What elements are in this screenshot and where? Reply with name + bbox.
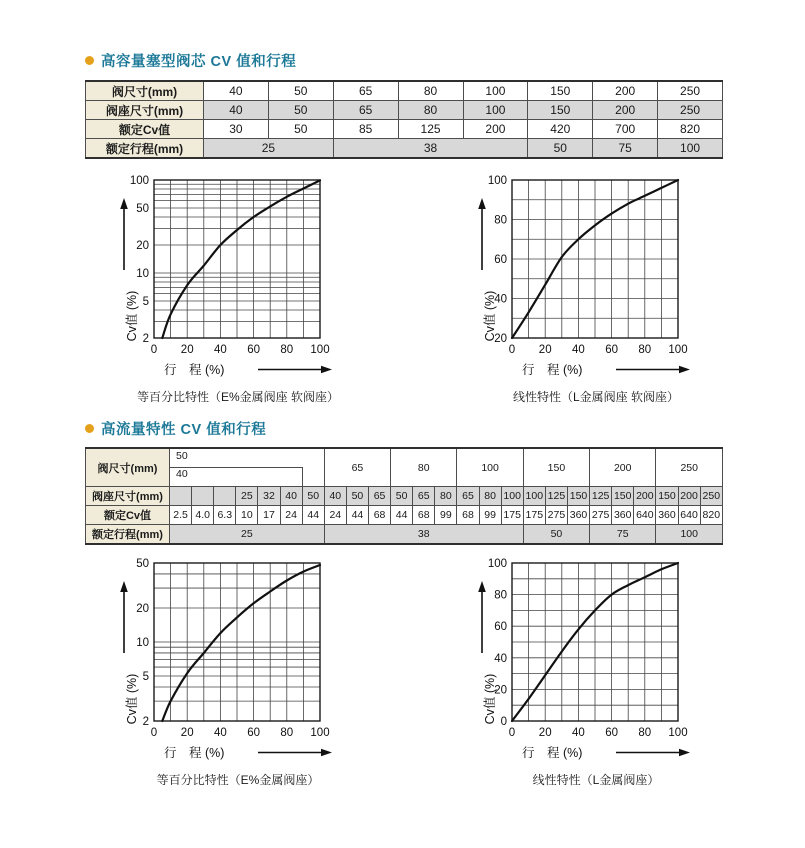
step-divider-vertical <box>302 467 303 486</box>
table-cell: 200 <box>463 120 528 139</box>
svg-text:100: 100 <box>487 175 507 187</box>
y-axis-title: Cv值 (%) <box>125 673 139 725</box>
chart-linear-metal-soft-seat-canvas <box>458 168 778 380</box>
chart-caption: 线性特性（L金属阀座 软阀座） <box>512 390 679 404</box>
table-cell: 68 <box>457 506 479 525</box>
table-cell: 80 <box>435 487 457 506</box>
chart-caption: 等百分比特性（E%金属阀座 软阀座） <box>136 390 339 404</box>
table-cell: 75 <box>593 139 658 159</box>
svg-text:60: 60 <box>494 254 507 266</box>
row-label: 额定行程(mm) <box>86 525 170 545</box>
svg-text:80: 80 <box>494 214 507 227</box>
table-cell: 50 <box>302 487 324 506</box>
chart-equal-percentage-metal-soft-seat-canvas <box>100 168 420 380</box>
valve-size-50: 50 <box>176 450 188 462</box>
chart-equal-percentage-metal-seat <box>100 551 420 788</box>
svg-text:80: 80 <box>638 344 652 356</box>
svg-text:20: 20 <box>494 684 507 697</box>
table-cell: 175 <box>501 506 523 525</box>
table-row <box>86 81 723 101</box>
table-cell: 640 <box>634 506 656 525</box>
table-cell: 80 <box>398 101 463 120</box>
svg-text:0: 0 <box>500 716 507 728</box>
svg-text:20: 20 <box>538 344 552 356</box>
table-cell: 125 <box>545 487 567 506</box>
y-axis-up-arrow-icon <box>120 198 128 270</box>
chart-linear-metal-seat-canvas <box>458 551 778 763</box>
table-row <box>86 101 723 120</box>
cv-curve <box>162 180 320 338</box>
table-cell: 65 <box>457 487 479 506</box>
chart-equal-percentage-metal-seat-canvas <box>100 551 420 763</box>
table-cell: 50 <box>346 487 368 506</box>
svg-text:100: 100 <box>310 727 330 739</box>
grid-lines <box>512 563 678 721</box>
table-cell: 150 <box>528 101 593 120</box>
row-label: 阀座尺寸(mm) <box>86 101 204 120</box>
valve-size-cell: 250 <box>656 448 723 487</box>
table-cell: 50 <box>523 525 589 545</box>
table-cell: 40 <box>204 101 269 120</box>
chart-linear-metal-seat <box>458 551 778 788</box>
bullet-icon <box>85 424 94 433</box>
table-cell: 17 <box>258 506 280 525</box>
x-axis-right-arrow-icon <box>616 366 690 373</box>
table-cell: 360 <box>612 506 634 525</box>
table-cell: 68 <box>368 506 390 525</box>
section-1-header <box>85 50 296 71</box>
table-cell: 50 <box>391 487 413 506</box>
svg-text:80: 80 <box>638 727 652 739</box>
svg-text:0: 0 <box>508 344 516 356</box>
cv-travel-table-high-flow <box>85 447 723 545</box>
svg-text:60: 60 <box>247 727 260 739</box>
table-cell: 40 <box>324 487 346 506</box>
svg-text:10: 10 <box>136 637 149 649</box>
valve-size-cell: 100 <box>457 448 523 487</box>
svg-text:0: 0 <box>150 727 158 739</box>
table-row <box>86 506 723 525</box>
table-cell: 200 <box>593 101 658 120</box>
table-cell: 65 <box>413 487 435 506</box>
table-cell: 200 <box>634 487 656 506</box>
svg-text:40: 40 <box>214 344 227 356</box>
table-cell: 25 <box>204 139 334 159</box>
table-cell: 65 <box>368 487 390 506</box>
grid-lines <box>512 180 678 338</box>
table-cell: 38 <box>333 139 528 159</box>
svg-text:2: 2 <box>142 716 149 728</box>
y-axis-up-arrow-icon <box>478 198 486 270</box>
svg-text:60: 60 <box>605 344 618 356</box>
table-cell: 820 <box>700 506 722 525</box>
table-cell: 640 <box>678 506 700 525</box>
svg-text:80: 80 <box>280 727 294 739</box>
x-tick-labels <box>509 727 688 739</box>
table-cell: 85 <box>333 120 398 139</box>
x-axis-title: 行 程 (%) <box>164 363 225 377</box>
svg-text:60: 60 <box>247 344 260 356</box>
table-cell: 65 <box>333 81 398 101</box>
svg-text:100: 100 <box>487 558 507 570</box>
table-cell: 44 <box>391 506 413 525</box>
table-cell: 24 <box>324 506 346 525</box>
svg-text:60: 60 <box>605 727 618 739</box>
step-divider-horizontal <box>170 467 302 468</box>
table-cell: 99 <box>479 506 501 525</box>
x-axis-right-arrow-icon <box>616 749 690 756</box>
svg-text:100: 100 <box>668 727 688 739</box>
chart-equal-percentage-metal-soft-seat <box>100 168 420 405</box>
svg-text:50: 50 <box>136 558 149 570</box>
table-cell: 50 <box>268 120 333 139</box>
x-tick-labels <box>151 344 330 356</box>
chart-caption: 等百分比特性（E%金属阀座） <box>156 773 320 787</box>
valve-size-cell: 200 <box>590 448 656 487</box>
svg-text:2: 2 <box>142 333 149 345</box>
valve-size-cell: 150 <box>523 448 589 487</box>
table-cell: 360 <box>656 506 678 525</box>
table-cell: 150 <box>528 81 593 101</box>
valve-size-cell: 65 <box>324 448 390 487</box>
table-cell: 175 <box>523 506 545 525</box>
svg-text:40: 40 <box>572 344 585 356</box>
svg-text:100: 100 <box>668 344 688 356</box>
table-cell: 820 <box>658 120 723 139</box>
table-cell: 38 <box>324 525 523 545</box>
table-cell: 30 <box>204 120 269 139</box>
table-cell: 200 <box>678 487 700 506</box>
table-cell: 100 <box>656 525 723 545</box>
table-cell <box>192 487 214 506</box>
table-cell: 275 <box>545 506 567 525</box>
table-cell <box>170 487 192 506</box>
table-cell: 100 <box>658 139 723 159</box>
svg-text:20: 20 <box>180 727 194 739</box>
y-axis-up-arrow-icon <box>120 581 128 653</box>
svg-text:100: 100 <box>129 175 149 187</box>
table-cell: 250 <box>700 487 722 506</box>
table-cell: 40 <box>280 487 302 506</box>
table-cell: 50 <box>268 101 333 120</box>
table-cell: 32 <box>258 487 280 506</box>
y-axis-title: Cv值 (%) <box>483 673 497 725</box>
y-axis-title: Cv值 (%) <box>125 290 139 342</box>
row-label: 额定Cv值 <box>86 506 170 525</box>
table-cell: 40 <box>204 81 269 101</box>
svg-text:10: 10 <box>136 267 149 280</box>
table-cell: 700 <box>593 120 658 139</box>
svg-text:40: 40 <box>494 652 507 665</box>
svg-text:50: 50 <box>136 202 149 215</box>
table-cell: 100 <box>523 487 545 506</box>
svg-text:100: 100 <box>310 344 330 356</box>
table-cell: 68 <box>413 506 435 525</box>
svg-text:40: 40 <box>214 727 227 739</box>
y-axis-title: Cv值 (%) <box>483 290 497 342</box>
table-cell: 250 <box>658 81 723 101</box>
table-cell: 125 <box>590 487 612 506</box>
svg-text:0: 0 <box>508 727 516 739</box>
row-label: 阀尺寸(mm) <box>86 448 170 487</box>
grid-lines <box>154 180 320 338</box>
table-cell: 360 <box>567 506 589 525</box>
x-axis-title: 行 程 (%) <box>522 746 583 760</box>
bullet-icon <box>85 56 94 65</box>
table-cell: 150 <box>567 487 589 506</box>
table-cell: 25 <box>170 525 325 545</box>
table-cell: 2.5 <box>170 506 192 525</box>
table-cell: 6.3 <box>214 506 236 525</box>
table-row <box>86 525 723 545</box>
svg-text:0: 0 <box>150 344 158 356</box>
svg-text:60: 60 <box>494 621 507 634</box>
x-axis-title: 行 程 (%) <box>522 363 583 377</box>
table-cell: 44 <box>302 506 324 525</box>
table-cell: 50 <box>268 81 333 101</box>
table-cell: 125 <box>398 120 463 139</box>
row-label: 阀座尺寸(mm) <box>86 487 170 506</box>
table-cell: 100 <box>463 101 528 120</box>
table-cell: 100 <box>463 81 528 101</box>
table-cell: 100 <box>501 487 523 506</box>
table-cell: 50 <box>528 139 593 159</box>
x-axis-right-arrow-icon <box>258 749 332 756</box>
section-2-title: 高流量特性 CV 值和行程 <box>101 422 267 438</box>
table-cell: 25 <box>236 487 258 506</box>
svg-text:5: 5 <box>142 295 149 308</box>
svg-text:80: 80 <box>494 589 507 602</box>
svg-text:80: 80 <box>280 344 294 356</box>
svg-text:20: 20 <box>494 333 507 345</box>
section-2-header <box>85 418 266 439</box>
row-label: 额定行程(mm) <box>86 139 204 159</box>
table-row <box>86 139 723 159</box>
svg-text:20: 20 <box>538 727 552 739</box>
x-tick-labels <box>151 727 330 739</box>
x-tick-labels <box>509 344 688 356</box>
table-cell: 4.0 <box>192 506 214 525</box>
table-cell: 65 <box>333 101 398 120</box>
row-label: 阀尺寸(mm) <box>86 81 204 101</box>
y-axis-up-arrow-icon <box>478 581 486 653</box>
valve-size-40: 40 <box>176 468 188 480</box>
table-cell: 44 <box>346 506 368 525</box>
table-cell: 80 <box>398 81 463 101</box>
cv-travel-table-plug-type <box>85 80 723 159</box>
table-cell: 24 <box>280 506 302 525</box>
table-row <box>86 487 723 506</box>
table-cell: 420 <box>528 120 593 139</box>
table-row <box>86 448 723 487</box>
svg-text:40: 40 <box>572 727 585 739</box>
table-cell: 80 <box>479 487 501 506</box>
row-label: 额定Cv值 <box>86 120 204 139</box>
table-cell: 10 <box>236 506 258 525</box>
x-axis-title: 行 程 (%) <box>164 746 225 760</box>
valve-size-step-cell <box>170 448 325 487</box>
table-cell: 150 <box>656 487 678 506</box>
chart-linear-metal-soft-seat <box>458 168 778 405</box>
table-row <box>86 120 723 139</box>
chart-caption: 线性特性（L金属阀座） <box>532 773 660 787</box>
table-cell: 250 <box>658 101 723 120</box>
svg-text:20: 20 <box>136 602 149 615</box>
svg-text:20: 20 <box>136 240 149 253</box>
x-axis-right-arrow-icon <box>258 366 332 373</box>
svg-text:20: 20 <box>180 344 194 356</box>
table-cell: 99 <box>435 506 457 525</box>
section-1-title: 高容量塞型阀芯 CV 值和行程 <box>101 54 297 70</box>
table-cell: 200 <box>593 81 658 101</box>
svg-text:40: 40 <box>494 293 507 306</box>
grid-lines <box>154 563 320 721</box>
table-cell <box>214 487 236 506</box>
table-cell: 275 <box>590 506 612 525</box>
svg-text:5: 5 <box>142 671 149 684</box>
table-cell: 150 <box>612 487 634 506</box>
valve-size-cell: 80 <box>391 448 457 487</box>
table-cell: 75 <box>590 525 656 545</box>
